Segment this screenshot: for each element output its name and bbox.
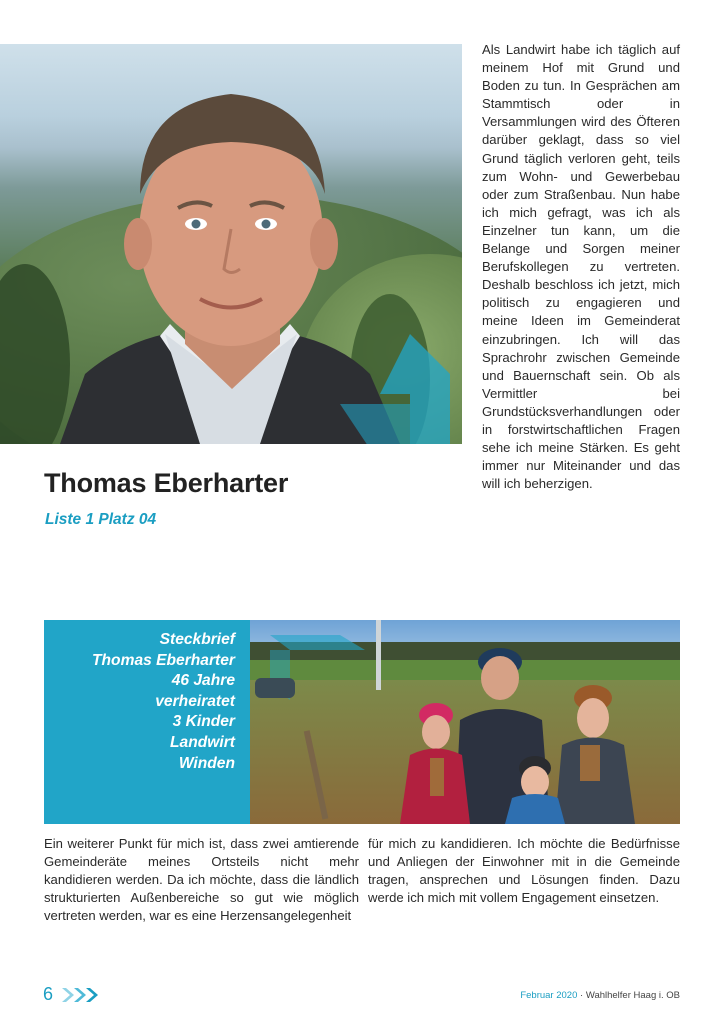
footer-publication: Wahlhelfer Haag i. OB [585,990,680,1001]
profile-marital-status: verheiratet [155,692,235,710]
footer-month: Februar 2020 [520,990,578,1001]
list-position: Liste 1 Platz 04 [45,511,157,528]
page-number: 6 [43,984,54,1004]
profile-heading: Steckbrief [159,631,235,648]
family-photo [250,620,680,824]
footer-separator: · [577,990,586,1001]
profile-children: 3 Kinder [172,713,235,731]
candidate-portrait [0,44,462,444]
chevron-decoration [340,334,450,444]
profile-occupation: Landwirt [170,733,235,751]
family-photo-illustration [250,620,680,824]
intro-text: Als Landwirt habe ich täglich auf meinem Hof mit Grund und Boden zu tun. In Gesprächen am Stammtisch oder in Versammlungen wird des Öfteren darüber geklagt, dass so viel Grund täglich verloren geht, teils zum Wohn- und Gewerbebau oder zum Straßenbau. Nun habe ich mich gefragt, was ich als Einzelner tun kann, um die Belange und Sorgen meiner Berufskollegen zu vertreten. Deshalb beschloss ich jetzt, mich politisch zu engagieren und meine Ideen im Gemeinderat einzubringen. Ich will das Sprachrohr zwischen Gemeinde und Bauernschaft sein. Ob als Vermittler bei Grundstücksverhandlungen oder in forstwirtschaftlichen Fragen sehe ich meine Stärken. Es geht immer nur Miteinander und das will ich beherzigen. [482,42,680,492]
profile-band [44,620,680,824]
candidate-name: Thomas Eberharter [44,468,289,498]
profile-box [44,620,250,824]
profile-place: Winden [178,754,235,772]
chevron-arrows-icon [60,987,102,1003]
profile-name: Thomas Eberharter [92,651,235,669]
profile-age: 46 Jahre [171,672,235,690]
footer-info [520,990,680,1001]
body-text-right: für mich zu kandidieren. Ich möchte die Bedürfnisse und Anliegen der Einwohner mit in die Gemeinde tragen, ansprechen und Lösungen finden. Dazu werde ich mich mit vollem Engagement einsetzen. [368,836,680,906]
body-text-left: Ein weiterer Punkt für mich ist, dass zwei amtierende Gemeinderäte meines Ortsteils nicht mehr kandidieren werden. Da ich möchte, dass die ländlich strukturierten Außenbereiche so gut wie möglich vertreten werden, war es eine Herzensangelegenheit [44,836,359,924]
